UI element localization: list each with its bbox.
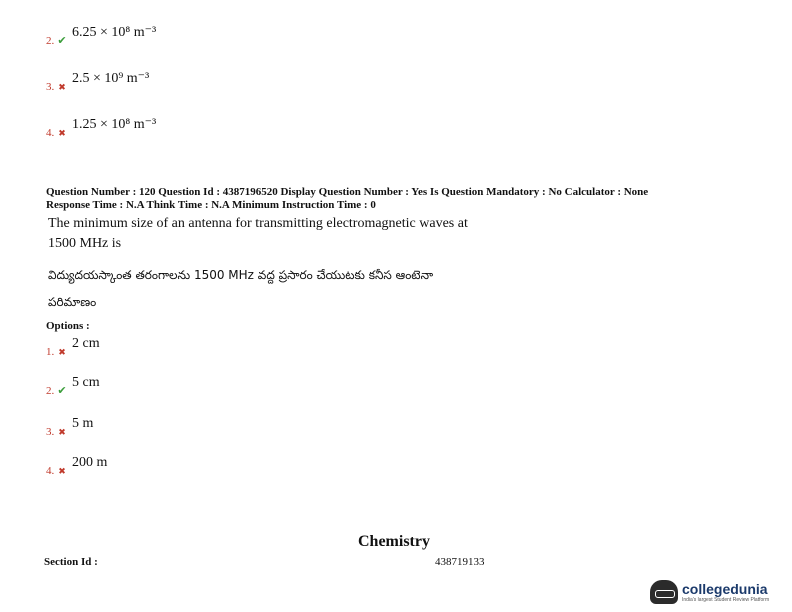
logo-text <box>682 581 769 603</box>
mascot-icon <box>650 580 678 604</box>
question-telugu-line1: విద్యుదయస్కాంత తరంగాలను 1500 MHz వద్ద ప్రసారం చేయుటకు కనీస ఆంటెనా <box>48 268 434 282</box>
prev-option-4 <box>46 117 157 139</box>
option-number: 4. <box>46 465 55 477</box>
option-number: 4. <box>46 127 55 139</box>
option-text: 1.25 × 10⁸ m⁻³ <box>72 117 157 132</box>
question-meta: Question Number : 120 Question Id : 4387196520 Display Question Number : Yes Is Question Mandatory : No Calculator : None <box>46 186 649 198</box>
option-1 <box>46 336 100 358</box>
cross-icon: ✖ <box>58 347 66 357</box>
option-text: 5 cm <box>72 375 100 390</box>
cross-icon: ✖ <box>58 466 66 476</box>
cross-icon: ✖ <box>58 427 66 437</box>
option-text: 2.5 × 10⁹ m⁻³ <box>72 71 150 86</box>
option-3 <box>46 416 94 438</box>
option-text: 2 cm <box>72 336 100 351</box>
options-label: Options : <box>46 320 90 332</box>
option-number: 1. <box>46 346 55 358</box>
option-number: 2. <box>46 35 55 47</box>
check-icon: ✔ <box>57 35 67 47</box>
option-number: 2. <box>46 385 55 397</box>
logo-name: collegedunia <box>682 581 768 597</box>
section-title: Chemistry <box>358 533 430 550</box>
question-timing: Response Time : N.A Think Time : N.A Minimum Instruction Time : 0 <box>46 199 376 211</box>
section-id-value: 438719133 <box>435 556 485 568</box>
cross-icon: ✖ <box>58 128 66 138</box>
option-text: 5 m <box>72 416 94 431</box>
prev-option-3 <box>46 71 150 93</box>
question-telugu-line2: పరిమాణం <box>48 295 97 309</box>
option-number: 3. <box>46 426 55 438</box>
logo-tagline: India's largest Student Review Platform <box>682 597 770 603</box>
check-icon: ✔ <box>57 385 67 397</box>
option-number: 3. <box>46 81 55 93</box>
question-text-line2: 1500 MHz is <box>48 236 122 251</box>
section-id-label: Section Id : <box>44 556 98 568</box>
option-text: 200 m <box>72 455 108 470</box>
cross-icon: ✖ <box>58 82 66 92</box>
collegedunia-logo <box>650 580 769 604</box>
question-text-line1: The minimum size of an antenna for transmitting electromagnetic waves at <box>48 216 468 231</box>
option-2 <box>46 375 100 397</box>
prev-option-2 <box>46 25 157 47</box>
option-4 <box>46 455 108 477</box>
option-text: 6.25 × 10⁸ m⁻³ <box>72 25 157 40</box>
